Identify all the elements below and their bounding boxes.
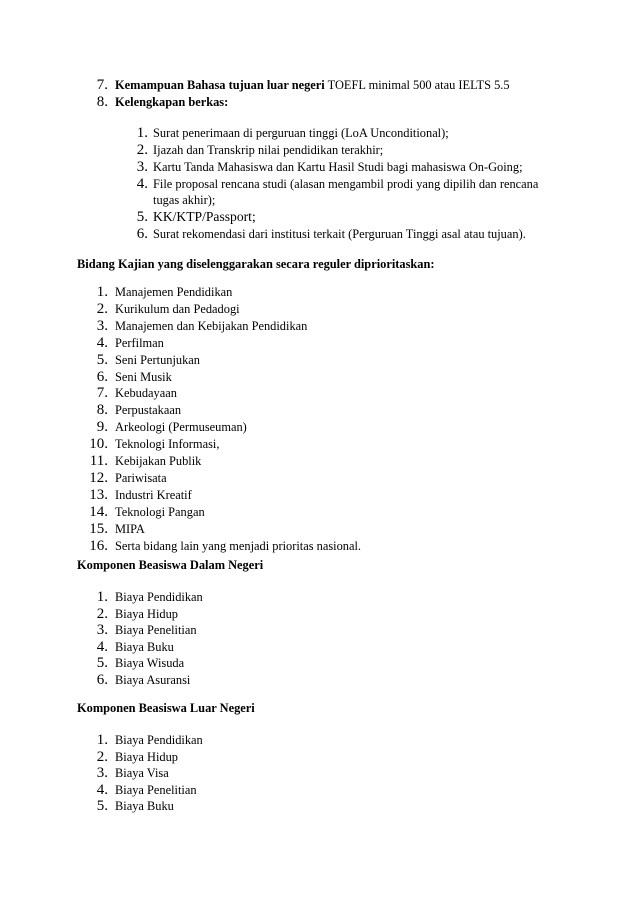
list-text: Teknologi Pangan xyxy=(115,504,205,519)
list-text: Biaya Pendidikan xyxy=(115,590,203,604)
list-text: Teknologi Informasi, xyxy=(115,437,220,452)
bidang-heading: Bidang Kajian yang diselenggarakan secara reguler diprioritaskan: xyxy=(77,257,435,271)
list-number: 8. xyxy=(96,402,108,419)
list-text: Kebijakan Publik xyxy=(115,454,202,468)
list-number: 7. xyxy=(96,385,108,402)
list-number: 10. xyxy=(89,436,108,453)
list-number: 1. xyxy=(96,284,108,300)
list-text: Manajemen dan Kebijakan Pendidikan xyxy=(115,318,308,333)
list-number: 1. xyxy=(96,589,108,605)
berkas-text: Surat penerimaan di perguruan tinggi (LoA Unconditional); xyxy=(153,126,449,140)
list-text: Industri Kreatif xyxy=(115,487,192,502)
list-number: 2. xyxy=(96,605,108,622)
list-number: 4. xyxy=(96,781,108,798)
berkas-number: 2. xyxy=(136,142,148,158)
berkas-number: 6. xyxy=(136,226,148,242)
list-text: Biaya Pendidikan xyxy=(115,733,203,747)
list-number: 5. xyxy=(96,798,108,814)
list-text: Serta bidang lain yang menjadi prioritas nasional. xyxy=(115,538,362,553)
list-text-rest: TOEFL minimal 500 atau IELTS 5.5 xyxy=(324,78,510,92)
berkas-number: 3. xyxy=(136,159,148,175)
list-text: Biaya Penelitian xyxy=(115,782,197,797)
list-number: 3. xyxy=(96,317,108,334)
list-number: 4. xyxy=(96,638,108,655)
berkas-number: 4. xyxy=(136,176,148,192)
list-text-bold: Kemampuan Bahasa tujuan luar negeri xyxy=(115,78,325,92)
berkas-text: Surat rekomendasi dari institusi terkait (Perguruan Tinggi asal atau tujuan). xyxy=(153,227,526,241)
list-number: 13. xyxy=(89,486,108,503)
berkas-text: KK/KTP/Passport; xyxy=(153,209,256,224)
list-text: Kurikulum dan Pedadogi xyxy=(115,301,240,316)
list-text: Biaya Buku xyxy=(115,639,174,654)
berkas-text: File proposal rencana studi (alasan mengambil prodi yang dipilih dan rencana xyxy=(153,177,539,191)
list-number: 8. xyxy=(96,94,108,110)
list-text: Biaya Buku xyxy=(115,799,174,813)
dalam-negeri-heading: Komponen Beasiswa Dalam Negeri xyxy=(77,558,264,572)
list-text: Kebudayaan xyxy=(115,386,177,401)
list-number: 2. xyxy=(96,300,108,317)
list-text: Arkeologi (Permuseuman) xyxy=(115,420,247,435)
list-number: 6. xyxy=(96,671,108,688)
list-text: Biaya Hidup xyxy=(115,749,178,764)
list-text: Biaya Visa xyxy=(115,766,169,780)
list-number: 1. xyxy=(96,732,108,748)
list-text: Manajemen Pendidikan xyxy=(115,285,233,299)
list-number: 4. xyxy=(96,334,108,351)
list-number: 2. xyxy=(96,748,108,765)
berkas-number: 5. xyxy=(136,209,148,225)
list-number: 3. xyxy=(96,765,108,781)
list-number: 9. xyxy=(96,419,108,436)
luar-negeri-heading: Komponen Beasiswa Luar Negeri xyxy=(77,701,255,715)
list-number: 5. xyxy=(96,655,108,671)
list-text: Biaya Wisuda xyxy=(115,656,185,670)
list-number: 16. xyxy=(89,537,108,554)
berkas-text: Ijazah dan Transkrip nilai pendidikan terakhir; xyxy=(153,143,384,157)
list-text: Perpustakaan xyxy=(115,403,182,418)
list-number: 11. xyxy=(89,453,108,469)
list-text: Seni Musik xyxy=(115,369,172,384)
list-text: MIPA xyxy=(115,521,145,536)
list-number: 3. xyxy=(96,622,108,638)
list-text: Perfilman xyxy=(115,335,164,350)
berkas-text: tugas akhir); xyxy=(153,193,216,207)
list-text xyxy=(115,77,510,93)
list-text: Seni Pertunjukan xyxy=(115,352,201,367)
berkas-number: 1. xyxy=(136,125,148,141)
list-text: Biaya Hidup xyxy=(115,606,178,621)
list-text: Biaya Penelitian xyxy=(115,623,197,637)
list-number: 12. xyxy=(89,469,108,486)
list-text-bold: Kelengkapan berkas: xyxy=(115,95,229,109)
list-number: 5. xyxy=(96,351,108,368)
list-text: Pariwisata xyxy=(115,470,167,485)
berkas-text: Kartu Tanda Mahasiswa dan Kartu Hasil Studi bagi mahasiswa On-Going; xyxy=(153,160,523,174)
list-text xyxy=(115,94,228,110)
list-number: 14. xyxy=(89,503,108,520)
list-number: 7. xyxy=(96,77,108,93)
list-number: 6. xyxy=(96,368,108,385)
list-text: Biaya Asuransi xyxy=(115,672,191,687)
list-number: 15. xyxy=(89,520,108,537)
